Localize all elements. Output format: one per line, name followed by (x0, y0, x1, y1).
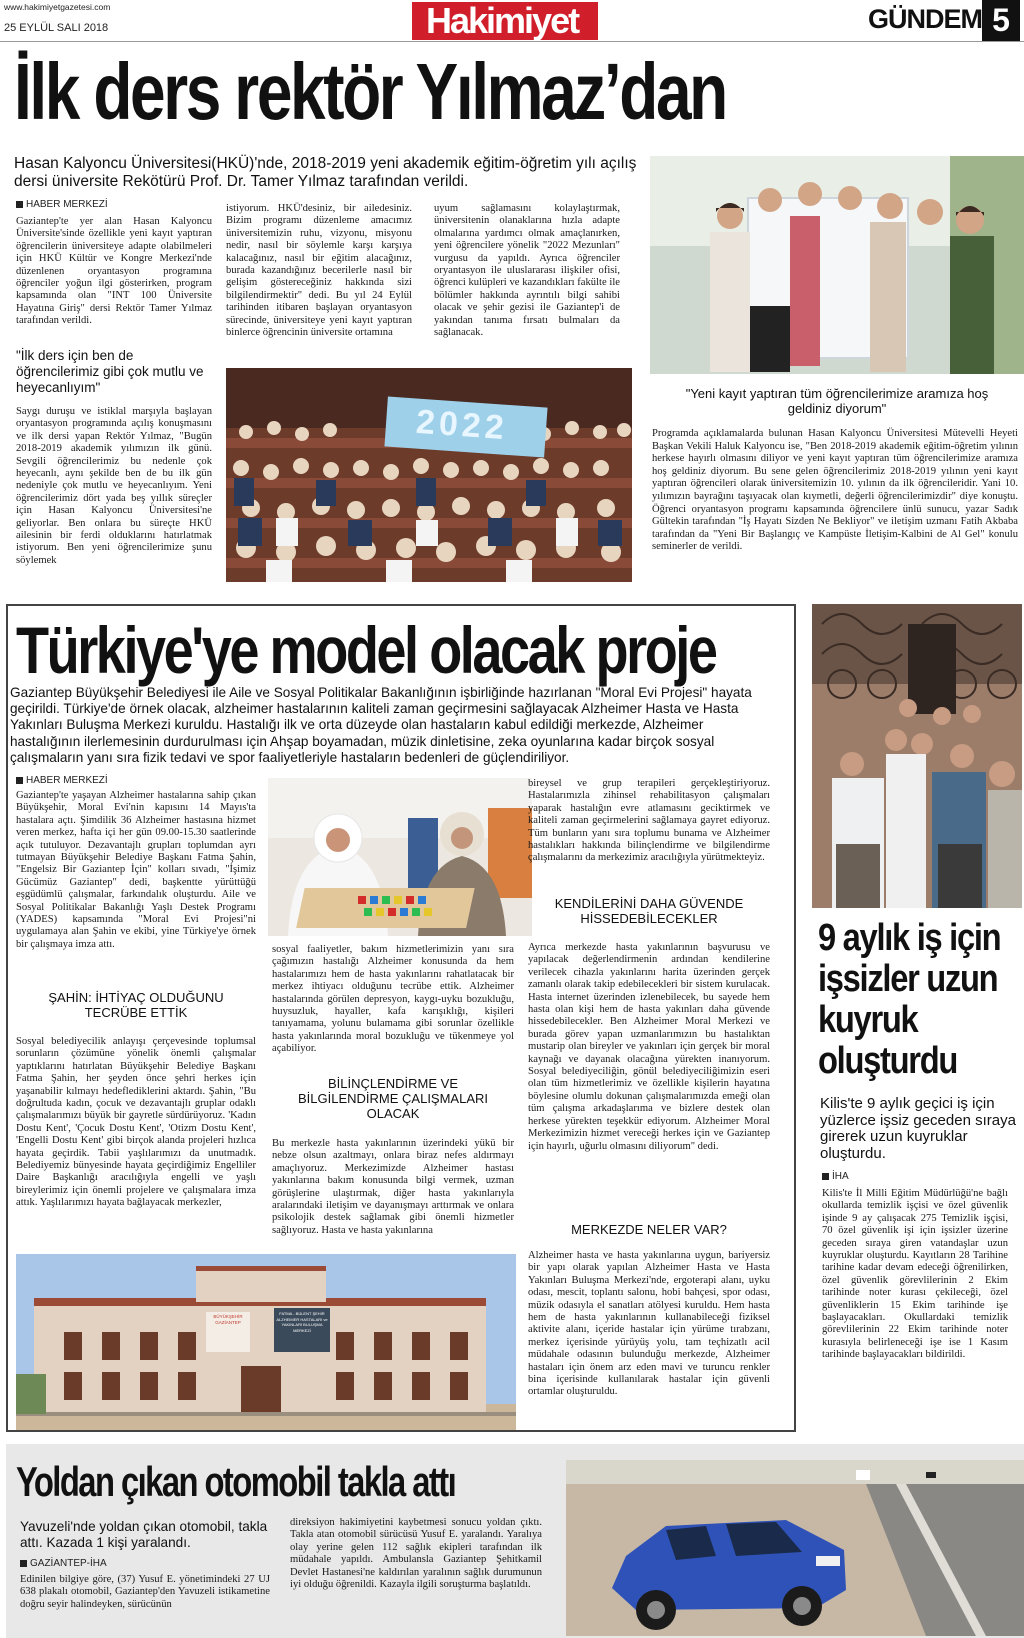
building-sign-1: BÜYÜKŞEHİR GAZİANTEP (213, 1314, 243, 1325)
story1-byline: HABER MERKEZİ (16, 199, 108, 210)
car-photo (566, 1460, 1024, 1636)
page-number: 5 (992, 2, 1010, 38)
story2-sub2: BİLİNÇLENDİRME VE BİLGİLENDİRME ÇALIŞMALARI OLACAK (298, 1076, 488, 1121)
story2-col3b: Ayrıca merkezde hasta yakınlarının başvurusu ve yapılacak değerlendirmenin ardından kendilerine verilecek cihazla yakınlarını harita üzerinden gerçek zamanlı olarak takip edebilecekleri bir sistem kurulacak. Hasta internet üzerinden izlenebilecek, bu sayede hem hasta olan kişi hem de hasta yakınları daha güvende hissedebilecekler. Ben Alzheimer Moral Merkezi ve burada görev yapan uzmanlarımızın bu hastalıktan mustarip olan bireyler ve yakınları için gerçek bir moral kaynağı ve dayanak olacağına yürekten inanıyorum. Sosyal belediyeciliğin, gönül belediyeciliğimizin eseri olan tüm hizmetlerimiz ve özellikle kişilerin hayatına böylesine olumlu dokunan çalışmalarımızda emeği olan tüm çalışma arkadaşlarıma ve bizlere destek olan herkese yürekten teşekkür ediyorum. Alzheimer Moral Merkezimizin hizmet vereceği herkes için ve Gaziantep için hayırlı, uğurlu olmasını diliyorum" dedi. (528, 942, 770, 1152)
story2-col1b: Sosyal belediyecilik anlayışı çerçevesinde toplumsal sorunların çözümüne yönelik önemli çalışmalar yaptıklarını hatırlatan Büyükşehir Belediye Başkanı Fatma Şahin, her şeyden önce şehri herkes için yaşanabilir kılmayı hedeflediklerini aktardı. Şahin, "Bu doğrultuda kadın, çocuk ve dezavantajlı gruplar odaklı çalışmalarımızı büyük bir gayretle sürdürüyoruz. 'Kadın Dostu Kent', 'Çocuk Dostu Kent', 'Otizm Dostu Kent', 'Engelli Dostu Kent' gibi birçok alanda projeleri hızlıca hayata geçirdik. Tabii yaşlılarımızı da unutmadık. Belediyemiz bünyesinde hayata geçirdiğimiz Engelliler Daire Başkanlığı aracılığıyla engelli ve yaşlı bireylerimiz için önemli projelere ve çalışmalara imza attık. Yaşlılarımızı hayata bağlayacak merkezler, (16, 1036, 256, 1209)
story2-col2a: sosyal faaliyetler, bakım hizmetlerimizin yanı sıra çağımızın hastalığı Alzheimer konusunda da hem hastalarımızı hem de hasta yakınlarını rahatlatacak bir merkez ihtiyacı olduğunu tecrübe ettik. Alzheimer hastalarında görülen depresyon, kaygı-uyku bozukluğu, huysuzluk, hayaller, kafa karışıklığı, kişileri tanıyamama, yolunu bulamama gibi sorunlar özellikle hasta yakınlarında moral bozukluğu ve tükenmeye yol açabiliyor. (272, 944, 514, 1055)
story1-photo-caption: "Yeni kayıt yaptıran tüm öğrencilerimize aramıza hoş geldiniz diyorum" (685, 386, 989, 416)
site-url[interactable]: www.hakimiyetgazetesi.com (4, 2, 111, 12)
story2-headline: Türkiye'ye model olacak proje (16, 613, 716, 687)
story2-byline: HABER MERKEZİ (16, 775, 108, 786)
story2-col3a: bireysel ve grup terapileri gerçekleştiriyoruz. Hastalarımızla zihinsel rehabilitasyon çalışmaları yaparak hastalığın evre atlamasını geciktirmek ve kaliteli zaman geçirmelerini sağlamaya gayret ediyoruz. Tüm bunların yanı sıra toplumu bunama ve Alzheimer hastalıkları hakkında bilinçlendirme ve bilgilendirme çalışmalarını da merkezimiz aracılığıyla yürütmekteyiz. (528, 778, 770, 864)
story4-headline: Yoldan çıkan otomobil takla attı (16, 1458, 456, 1505)
issue-date: 25 EYLÜL SALI 2018 (4, 22, 109, 34)
story2-lead: Gaziantep Büyükşehir Belediyesi ile Aile ve Sosyal Politikalar Bakanlığının işbirliğinde hazırlanan "Moral Evi Projesi" hayata geçirildi. Türkiye'de örnek olacak, alzheimer hastalarının kaliteli zaman geçirmesini sağlayacak Alzheimer Hasta ve Hasta Yakınları Buluşma Merkezi kuruldu. Hastalığı ilk ve orta düzeyde olan hastaların kabul edildiği merkezde, Alzheimer hastalığının ilerlemesinin durdurulması için Ahşap boyamadan, müzik dinletisine, zeka oyunlarına kadar birçok sosyal çalışmaların yanı sıra fizik tedavi ve spor faaliyetleriyle hastaların bedenleri de güçlendiriliyor. (10, 685, 752, 765)
story4-byline: GAZİANTEP-İHA (20, 1558, 107, 1569)
story2-sub4: MERKEZDE NELER VAR? (571, 1222, 727, 1237)
section-label: GÜNDEM (868, 4, 982, 34)
story3-headline: 9 aylık iş için işsizler uzun kuyruk oluşturdu (818, 917, 1001, 1082)
story1-lead: Hasan Kalyoncu Üniversitesi(HKÜ)'nde, 2018-2019 yeni akademik eğitim-öğretim yılı açılış dersi üniversite Rekötürü Prof. Dr. Tamer Yılmaz tarafından verildi. (14, 155, 637, 190)
queue-photo (812, 604, 1022, 908)
story1-quote: "İlk ders için ben de öğrencilerimiz gibi çok mutlu ve heyecanlıyım" (16, 348, 204, 395)
story3-lead: Kilis'te 9 aylık geçici iş için yüzlerce işsiz geceden sıraya girerek uzun kuyruklar oluşturdu. (820, 1095, 1016, 1162)
logo (412, 2, 598, 40)
story1-col1a: Gaziantep'te yer alan Hasan Kalyoncu Üniversite'sinde özellikle yeni kayıt yaptıran öğrencilerin üniversiteye adapte olabilmeleri için HKÜ Kültür ve Kongre Merkezi'nde düzenlenen oryantasyon programına öğrenciler yoğun ilgi gösterirken, program kapsamında olan "INT 100 Üniversite Hayatına Giriş" dersi Rektör Tamer Yılmaz tarafından verildi. (16, 216, 212, 327)
logo-text: Hakimiyet (426, 0, 579, 41)
building-photo (16, 1254, 516, 1430)
story4-col2: direksiyon hakimiyetini kaybetmesi sonucu yoldan çıktı. Takla atan otomobil sürücüsü Yusuf E. yaralandı. Yaralıya olay yerine gelen 112 sağlık ekipleri tarafından ilk müdahale yapıldı. Ambulansla Gaziantep Şehitkamil Devlet Hastanesi'ne kaldırılan yaralının sağlık durumunun iyi olduğu öğrenildi. Kazayla ilgili soruşturma başlatıldı. (290, 1517, 542, 1591)
story3-body: Kilis'te İl Milli Eğitim Müdürlüğü'ne bağlı okullarda temizlik işçisi ve özel güvenlik işinde 9 ay çalışacak 275 Temizlik işçisi, 70 özel güvenlik işi için işsizler üzerine geceden sıraya giren vatandaşlar uzun kuyruklar oluşturdu. Kayıtların 28 Tarihine tarihine kadar devam edeceği öğrenilirken, özel güvenlik görevlilerinin 2 Ekim tarihinde noter kurası çekileceği, özel güvenliklerin 15 Ekim tarihinde işe başlayacakları. Okullardaki temizlik görevlilerinin 22 Ekim tarihinde noter kurasıyla belirleneceği işe ise 1 Kasım tarihinde başlayacakları bildirildi. (822, 1188, 1008, 1361)
photo-banner-text: 2022 (414, 402, 509, 448)
building-sign-2: FATMA - BÜLENT ŞEHİR ALZHEIMER HASTALARI ve YAKINLARI BULUŞMA MERKEZİ (276, 1311, 328, 1333)
story2-col3c: Alzheimer hasta ve hasta yakınlarına uygun, bariyersiz bir yapı olarak yapılan Alzheimer Hasta ve Hasta Yakınları Buluşma Merkezi'nde, ergoterapi alanı, uyku odası, mescit, toplantı salonu, hobi bahçesi, spor odası, müzik odasıyla el sanatları atölyesi kuruldu. Hem hasta hem de hasta yakınlarının kullanabileceği fiziksel aktivite alanı, içeride hastalar için yürüme tırabzanı, merkez içerisinde yürüyüş yolu, tam teçhizatlı acil müdahale odasının bulunduğu merkezde, Alzheimer hastaları için önem arz eden mavi ve turuncu renkler bina içerisinde kullanılarak hastalar için güvenli ortamlar oluşturuldu. (528, 1250, 770, 1398)
story1-col1b: Saygı duruşu ve istiklal marşıyla başlayan oryantasyon programında açılış konuşmasını ve ilk dersi yapan Rektör Yılmaz, "Bugün 2018-2019 akademik yılımızın ilk günü. Sevgili öğrencilerimiz bu nedenle çok heyecanlı, aynı şekilde ben de bu ilk gün nedeniyle çok mutlu ve heyecanlıyım. Yeni öğrencilerimiz dört yada beş yıllık süreçler için Hasan Kalyoncu Üniversitesi'ne geliyorlar. Ben onlara bu süreçte HKÜ ailesinin bir ferdi olduklarını hatırlatmak istiyorum. Ben yeni öğrencilerimize şunu söylemek (16, 406, 212, 566)
story2-sub1: ŞAHİN: İHTİYAÇ OLDUĞUNU TECRÜBE ETTİK (48, 990, 224, 1020)
story4-col1: Edinilen bilgiye göre, (37) Yusuf E. yönetimindeki 27 UJ 638 plakalı otomobil, Gaziantep'den Yavuzeli istikametine doğru seyir halindeyken, sürücünün (20, 1574, 270, 1610)
masthead (0, 0, 1024, 42)
story1-col4: Programda açıklamalarda bulunan Hasan Kalyoncu Üniversitesi Mütevelli Heyeti Başkan Vekili Haluk Kalyoncu ise, "Ben 2018-2019 akademik eğitim-öğretim yılının herkese hayırlı olmasını diliyor ve yeni kayıt yaptıran tüm öğrencilerimize aramıza hoş geldiniz diyorum. Bu sene gelen öğrencilerimiz 2018-2019 yılının yeni kayıt yaptıran öğrencileri olarak üniversitemizin 10. yılının da ilk öğrencileridir. Yani 10. yılımızın bayrağını taşıyacak olan kıymetli, değerli öğrencilerimizdir" diye konuştu. Öğrenci oryantasyon programı kapsamında öğrencilere ünlü sunucu, yazar Sadık Gültekin tarafından "İş Hayatı Sizden Ne Bekliyor" ve iletişim uzmanı Fatih Akbaba tarafından da "Yeni Bir Başlangıç ve Kampüste İletişim-Kalbini de Al Gel" konulu seminerler de verildi. (652, 428, 1018, 553)
story2-col1a: Gaziantep'te yaşayan Alzheimer hastalarına sahip çıkan Büyükşehir, Moral Evi'nin kapısını 14 Mayıs'ta hastalara açtı. Şimdilik 36 Alzheimer hastasına hizmet veren merkez, hafta içi her gün 09.00-15.30 saatlerinde açık tutuluyor. Dezavantajlı grupları toplumdan ayrı tutmayan Büyükşehir Belediye Başkanı Fatma Şahin, "Engelsiz Bir Gaziantep İçin" kolları sıvadı, "İşimiz Gücümüz Gaziantep" dedi, başkentte yürüttüğü eşgüdümlü çalışmalar, farkındalık oluşturdu. Aile ve Sosyal Politikalar Bakanlığı Yaşlı Destek Programı (YADES) kapsamında "Moral Evi Projesi"ni uygulamaya alan Şahin ve ekibi, yine Türkiye'ye örnek bir çalışmaya imza attı. (16, 790, 256, 950)
students-photo (650, 156, 1024, 374)
story1-headline: İlk ders rektör Yılmaz’dan (14, 47, 726, 136)
story4-lead: Yavuzeli'nde yoldan çıkan otomobil, takla attı. Kazada 1 kişi yaralandı. (20, 1519, 268, 1550)
story1-col3: uyum sağlamasını kolaylaştırmak, üniversitenin olanaklarına hızla adapte olmalarına yardımcı olmak amaçlanırken, yeni öğrencilere yönelik "2022 Mezunları" vurgusu da yapıldı. Ayrıca öğrenciler oryantasyon ile uluslararası ilişkiler ofisi, öğrenci kulüpleri ve kazandıkları fakülte ile bölümler hakkında ayrıntılı bilgi sahibi olacak ve şehir gezisi ile Gaziantep'i de yakından tanıma fırsatı bulmaları da sağlanacak. (434, 203, 620, 339)
story1-col2: istiyorum. HKÜ'desiniz, bir ailedesiniz. Bizim programı düzenleme amacımız üniversitemizin ruhu, vizyonu, misyonu nedir, nasıl bir söylemle karşı karşıya kalacağınız, nasıl bir eğitim alacağınız, burada kazandığınız becerilerle nasıl bir gelişim göstereceğiniz hakkında sizi bilgilendirmektir" dedi. Bu yıl 24 Eylül tarihinden itibaren başlayan oryantasyon sürecinde, üniversiteye yeni kayıt yaptıran binlerce öğrencinin üniversite ortamına (226, 203, 412, 339)
story2-col2b: Bu merkezle hasta yakınlarının üzerindeki yükü bir nebze olsun azaltmayı, onlara biraz nefes aldırmayı amaçlıyoruz. Merkezimizde Alzheimer hastası yakınlarına bakım konusunda bilgi vermek, uzman görüşlerine ulaştırmak, diğer hasta yakınlarıyla aralarındaki iletişim ve dayanışmayı arttırmak ve onlara psikolojik destek sağlamak gibi önemli hizmetler sağlıyoruz. Hasta ve hasta yakınlarına (272, 1138, 514, 1236)
activity-photo (268, 778, 532, 936)
page-number-box (982, 0, 1020, 41)
story3-byline: İHA (822, 1171, 849, 1182)
story2-sub3: KENDİLERİNİ DAHA GÜVENDE HİSSEDEBİLECEKLER (554, 896, 744, 926)
auditorium-photo (226, 368, 632, 582)
